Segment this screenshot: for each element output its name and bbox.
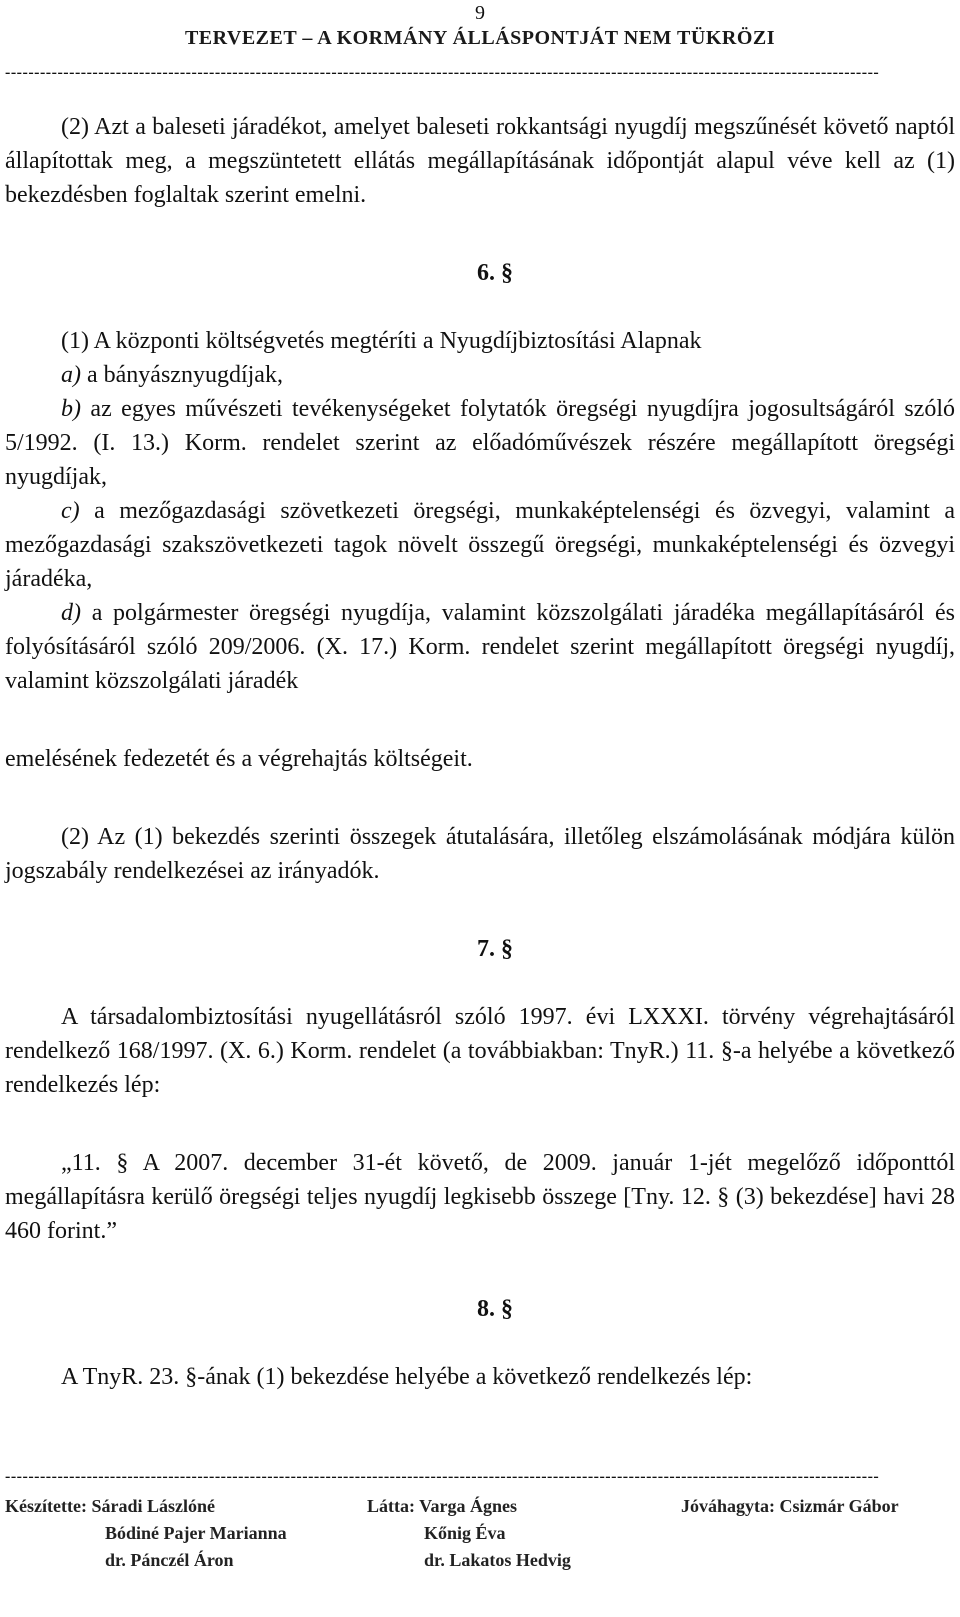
item-text-b: az egyes művészeti tevékenységeket folytatók öregségi nyugdíjra jogosultságáról szóló 5/1992. (I. 13.) Korm. rendelet szerint az előadóművészek részére megállapított öregségi nyugdíjak, — [5, 396, 955, 490]
paragraph-5-2: (2) Azt a baleseti járadékot, amelyet baleseti rokkantsági nyugdíj megszűnését követő naptól állapítottak meg, a megszüntetett ellátás megállapításának időpontját alapul véve kell az (1) bekezdésben foglaltak szerint emelni. — [5, 114, 955, 208]
item-6-c — [5, 494, 955, 596]
footer-approved-by — [681, 1493, 899, 1520]
item-6-d — [5, 596, 955, 698]
item-text-c: a mezőgazdasági szövetkezeti öregségi, munkaképtelenségi és özvegyi, valamint a mezőgazdasági szakszövetkezeti tagok növelt összegű öregségi, munkaképtelenségi és özvegyi járadéka, — [5, 498, 955, 592]
prepared-by-line-1: Készítette: Sáradi Lászlóné — [5, 1496, 215, 1516]
footer-seen-by — [367, 1493, 571, 1574]
paragraph-6-2: (2) Az (1) bekezdés szerinti összegek átutalására, illetőleg elszámolásának módjára külön jogszabály rendelkezései az irányadók. — [5, 824, 955, 884]
draft-header-title: TERVEZET – A KORMÁNY ÁLLÁSPONTJÁT NEM TÜKRÖZI — [184, 27, 776, 49]
document-body — [5, 110, 955, 1394]
item-text-a: a bányásznyugdíjak, — [81, 362, 283, 388]
quoted-provision-11: „11. § A 2007. december 31-ét követő, de 2009. január 1-jét megelőző időponttól megállapításra kerülő öregségi teljes nyugdíj legkisebb összege [Tny. 12. § (3) bekezdése] havi 28 460 forint.” — [5, 1150, 955, 1244]
footer-prepared-by — [5, 1493, 287, 1574]
section-6-heading: 6. § — [477, 260, 513, 286]
item-label-c: c) — [61, 498, 80, 524]
item-6-a — [5, 358, 955, 392]
item-6-b — [5, 392, 955, 494]
paragraph-7: A társadalombiztosítási nyugellátásról szóló 1997. évi LXXXI. törvény végrehajtásáról rendelkező 168/1997. (X. 6.) Korm. rendelet (a továbbiakban: TnyR.) 11. §-a helyébe a következő rendelkezés lép: — [5, 1004, 955, 1098]
paragraph-6-1-tail: emelésének fedezetét és a végrehajtás költségeit. — [5, 746, 473, 772]
item-text-d: a polgármester öregségi nyugdíja, valamint közszolgálati járadéka megállapításáról és folyósításáról szóló 209/2006. (X. 17.) Korm. rendelet szerint megállapított öregségi nyugdíj, valamint közszolgálati járadék — [5, 600, 955, 694]
section-8-heading: 8. § — [477, 1296, 513, 1322]
seen-by-line-1: Látta: Varga Ágnes — [367, 1496, 518, 1516]
page-number: 9 — [475, 2, 485, 24]
header-separator: ------------------------------------------------------------------------------------------------------------------------------------------------------ — [5, 66, 880, 80]
section-7-heading: 7. § — [477, 936, 513, 962]
prepared-by-line-3: dr. Pánczél Áron — [105, 1550, 234, 1570]
item-label-a: a) — [61, 362, 81, 388]
footer-separator: ------------------------------------------------------------------------------------------------------------------------------------------------------ — [5, 1470, 880, 1484]
item-label-d: d) — [61, 600, 81, 626]
prepared-by-line-2: Bódiné Pajer Marianna — [105, 1523, 287, 1543]
seen-by-line-3: dr. Lakatos Hedvig — [424, 1550, 571, 1570]
approved-by-line-1: Jóváhagyta: Csizmár Gábor — [681, 1496, 899, 1516]
paragraph-6-1: (1) A központi költségvetés megtéríti a Nyugdíjbiztosítási Alapnak — [61, 328, 702, 354]
seen-by-line-2: Kőnig Éva — [424, 1523, 506, 1543]
paragraph-8: A TnyR. 23. §-ának (1) bekezdése helyébe a következő rendelkezés lép: — [61, 1364, 753, 1390]
item-label-b: b) — [61, 396, 81, 422]
